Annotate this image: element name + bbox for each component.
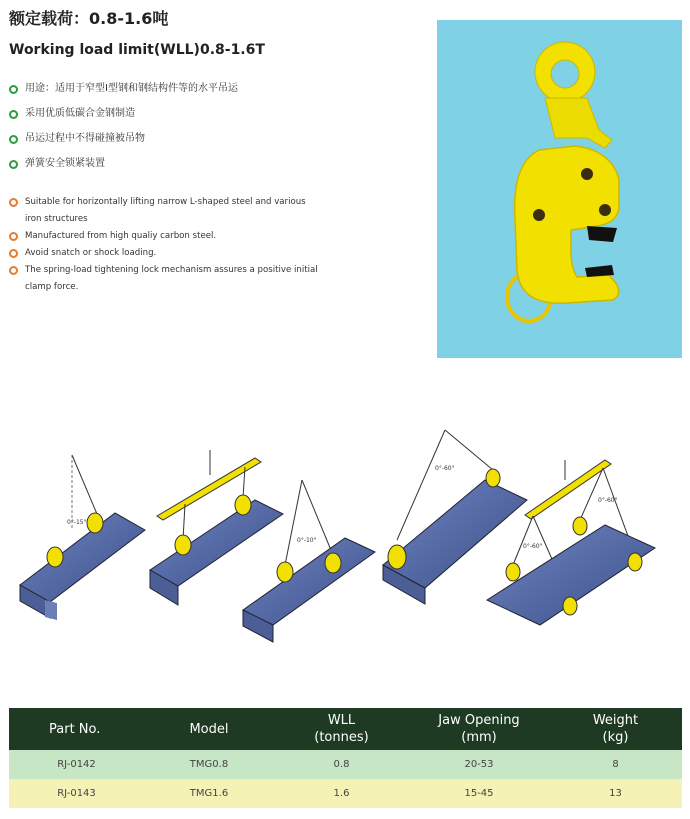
cell-part-no: RJ-0143 xyxy=(9,779,144,808)
features-cn-list xyxy=(9,82,238,182)
table-row xyxy=(9,750,682,779)
cell-jaw-opening: 20-53 xyxy=(409,750,549,779)
features-en-list xyxy=(9,194,324,296)
table-header-row xyxy=(9,708,682,750)
bullet-circle-icon xyxy=(9,232,18,241)
clamp-body xyxy=(515,146,619,303)
product-photo xyxy=(437,20,682,358)
bullet-circle-icon xyxy=(9,266,18,275)
cell-jaw-opening: 15-45 xyxy=(409,779,549,808)
angle-label: 0°-60° xyxy=(435,465,455,472)
usage-figure-4 xyxy=(383,430,527,604)
plate-clamp-image xyxy=(437,20,682,358)
usage-figure-5 xyxy=(487,460,655,625)
cell-model: TMG0.8 xyxy=(144,750,274,779)
page-title-cn: 额定载荷：0.8-1.6吨 xyxy=(9,9,169,28)
feature-cn-item: 吊运过程中不得碰撞被吊物 xyxy=(9,132,238,157)
feature-en-item: Avoid snatch or shock loading. xyxy=(9,245,324,262)
usage-figure-2 xyxy=(150,450,283,605)
cell-model: TMG1.6 xyxy=(144,779,274,808)
angle-label: 0°-60° xyxy=(523,543,543,550)
bullet-circle-icon xyxy=(9,198,18,207)
page-title-en: Working load limit(WLL)0.8-1.6T xyxy=(9,42,265,58)
col-header-part-no: Part No. xyxy=(9,708,144,750)
feature-cn-item: 用途：适用于窄型I型钢和钢结构件等的水平吊运 xyxy=(9,82,238,107)
feature-en-item: Manufactured from high qualiy carbon steel. xyxy=(9,228,324,245)
cell-part-no: RJ-0142 xyxy=(9,750,144,779)
bullet-circle-icon xyxy=(9,135,18,144)
bullet-circle-icon xyxy=(9,160,18,169)
feature-cn-item: 采用优质低碳合金钢制造 xyxy=(9,107,238,132)
col-header-wll: WLL (tonnes) xyxy=(274,708,409,750)
col-header-model: Model xyxy=(144,708,274,750)
jaw-teeth xyxy=(587,226,617,242)
usage-figure-1 xyxy=(20,455,145,620)
angle-label: 0°-10° xyxy=(297,537,317,544)
col-header-jaw-opening: Jaw Opening (mm) xyxy=(409,708,549,750)
table-row xyxy=(9,779,682,808)
cell-weight: 13 xyxy=(549,779,682,808)
col-header-weight: Weight (kg) xyxy=(549,708,682,750)
bullet-circle-icon xyxy=(9,249,18,258)
cell-wll: 0.8 xyxy=(274,750,409,779)
angle-label: 0°-15° xyxy=(67,519,87,526)
feature-en-item: The spring-load tightening lock mechanism assures a positive initial clamp force. xyxy=(9,262,324,296)
lifting-eye xyxy=(535,42,595,102)
feature-en-item: Suitable for horizontally lifting narrow L-shaped steel and various iron structures xyxy=(9,194,324,228)
bullet-circle-icon xyxy=(9,85,18,94)
angle-label: 0°-60° xyxy=(598,497,618,504)
spec-table xyxy=(9,708,682,808)
cell-weight: 8 xyxy=(549,750,682,779)
bullet-circle-icon xyxy=(9,110,18,119)
usage-illustrations xyxy=(15,420,675,650)
feature-cn-item: 弹簧安全锁紧装置 xyxy=(9,157,238,182)
cell-wll: 1.6 xyxy=(274,779,409,808)
